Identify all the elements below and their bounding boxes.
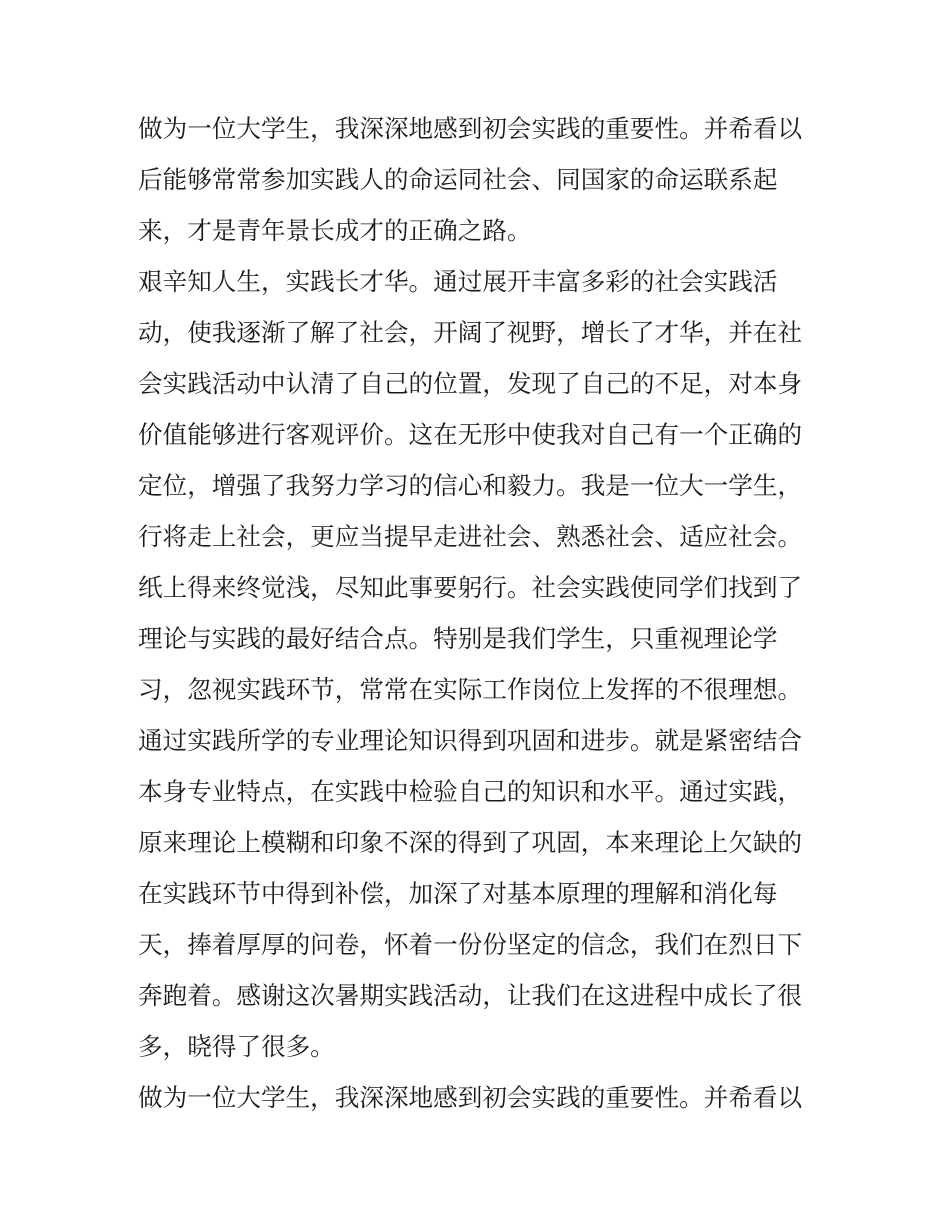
text-line: 多，晓得了很多。 bbox=[138, 1032, 335, 1061]
text-line: 做为一位大学生，我深深地感到初会实践的重要性。并希看以 bbox=[138, 1083, 803, 1112]
text-line: 后能够常常参加实践人的命运同社会、同国家的命运联系起 bbox=[138, 165, 778, 194]
text-line: 理论与实践的最好结合点。特别是我们学生，只重视理论学 bbox=[138, 624, 778, 653]
text-line: 在实践环节中得到补偿，加深了对基本原理的理解和消化每 bbox=[138, 879, 778, 908]
text-line: 定位，增强了我努力学习的信心和毅力。我是一位大一学生， bbox=[138, 471, 803, 500]
text-line: 纸上得来终觉浅，尽知此事要躬行。社会实践使同学们找到了 bbox=[138, 573, 803, 602]
text-line: 原来理论上模糊和印象不深的得到了巩固，本来理论上欠缺的 bbox=[138, 828, 803, 857]
text-line: 做为一位大学生，我深深地感到初会实践的重要性。并希看以 bbox=[138, 114, 803, 143]
text-line: 天，捧着厚厚的问卷，怀着一份份坚定的信念，我们在烈日下 bbox=[138, 930, 803, 959]
text-line: 奔跑着。感谢这次暑期实践活动，让我们在这进程中成长了很 bbox=[138, 981, 803, 1010]
text-line: 通过实践所学的专业理论知识得到巩固和进步。就是紧密结合 bbox=[138, 726, 803, 755]
text-line: 动，使我逐渐了解了社会，开阔了视野，增长了才华，并在社 bbox=[138, 318, 803, 347]
text-line: 习，忽视实践环节，常常在实际工作岗位上发挥的不很理想。 bbox=[138, 675, 803, 704]
text-line: 来，才是青年景长成才的正确之路。 bbox=[138, 216, 532, 245]
text-line: 本身专业特点，在实践中检验自己的知识和水平。通过实践， bbox=[138, 777, 803, 806]
text-line: 会实践活动中认清了自己的位置，发现了自己的不足，对本身 bbox=[138, 369, 803, 398]
text-line: 行将走上社会，更应当提早走进社会、熟悉社会、适应社会。 bbox=[138, 522, 803, 551]
text-line: 艰辛知人生，实践长才华。通过展开丰富多彩的社会实践活 bbox=[138, 267, 778, 296]
text-line: 价值能够进行客观评价。这在无形中使我对自己有一个正确的 bbox=[138, 420, 803, 449]
document-body bbox=[138, 103, 818, 1123]
